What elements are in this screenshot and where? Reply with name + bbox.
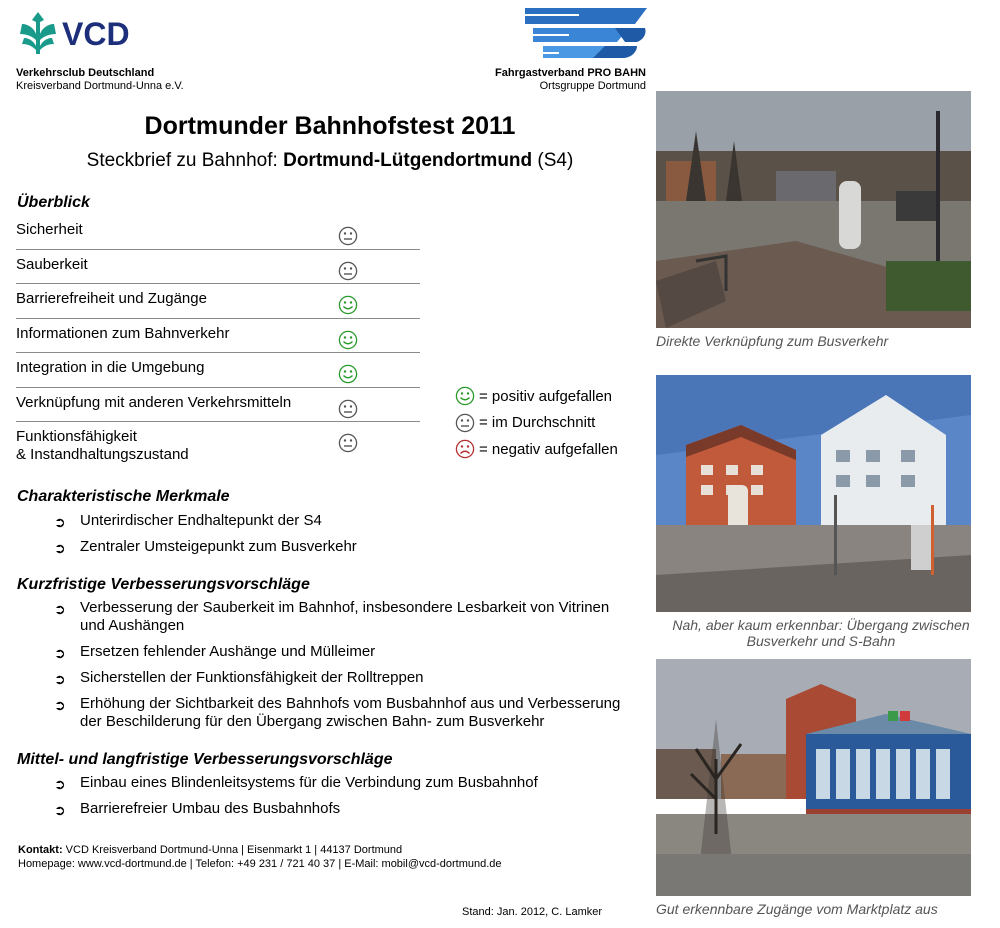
characteristics-list	[54, 512, 634, 564]
overview-heading: Überblick	[17, 194, 90, 211]
vcd-org-name: Verkehrsclub Deutschland	[16, 67, 155, 79]
contact-details: Homepage: www.vcd-dortmund.de | Telefon: +49 231 / 721 40 37 | E-Mail: mobil@vcd-dortmund.de	[18, 858, 502, 870]
overview-label: Integration in die Umgebung	[16, 359, 205, 376]
subtitle-prefix: Steckbrief zu Bahnhof:	[86, 150, 284, 171]
rating-legend	[455, 383, 618, 463]
list-item-text: Unterirdischer Endhaltepunkt der S4	[80, 512, 322, 529]
neutral-face-icon	[338, 226, 358, 246]
legend-positive-label: = positiv aufgefallen	[479, 387, 613, 405]
probahn-org-sub: Ortsgruppe Dortmund	[539, 80, 646, 92]
legend-neutral-label: = im Durchschnitt	[479, 414, 596, 432]
arrow-bullet-icon: ➲	[54, 540, 66, 556]
legend-positive	[455, 383, 618, 410]
overview-table	[16, 215, 420, 466]
probahn-org-name: Fahrgastverband PRO BAHN	[495, 67, 646, 79]
overview-label: Funktionsfähigkeit & Instandhaltungszustand	[16, 428, 189, 463]
list-item-text: Erhöhung der Sichtbarkeit des Bahnhofs vom Busbahnhof aus und Verbesserung der Beschilderung für den Übergang zwischen Bahn- zum Busverkehr	[80, 695, 621, 730]
short-term-heading: Kurzfristige Verbesserungsvorschläge	[17, 576, 310, 593]
arrow-bullet-icon: ➲	[54, 697, 66, 713]
vcd-org-sub: Kreisverband Dortmund-Unna e.V.	[16, 80, 184, 92]
contact-block	[18, 843, 502, 871]
photo-marketplace-access	[656, 659, 971, 896]
list-item	[54, 538, 634, 556]
legend-neutral	[455, 410, 618, 437]
photo-caption: Nah, aber kaum erkennbar: Übergang zwischen Busverkehr und S-Bahn	[672, 617, 970, 649]
arrow-bullet-icon: ➲	[54, 645, 66, 661]
list-item-text: Verbesserung der Sauberkeit im Bahnhof, insbesondere Lesbarkeit von Vitrinen und Aushängen	[80, 599, 610, 634]
photo-bus-transfer	[656, 375, 971, 612]
sad-face-icon	[455, 439, 475, 459]
long-term-list	[54, 774, 634, 826]
probahn-logo	[519, 6, 649, 60]
list-item-text: Einbau eines Blindenleitsystems für die Verbindung zum Busbahnhof	[80, 774, 538, 791]
vcd-logo	[18, 10, 158, 58]
list-item	[54, 695, 634, 731]
legend-negative	[455, 436, 618, 463]
contact-address: VCD Kreisverband Dortmund-Unna | Eisenmarkt 1 | 44137 Dortmund	[62, 844, 403, 856]
smiley-face-icon	[338, 364, 358, 384]
neutral-face-icon	[338, 399, 358, 419]
overview-row	[16, 250, 420, 285]
stand-date: Stand: Jan. 2012, C. Lamker	[462, 906, 603, 918]
overview-label: Sicherheit	[16, 221, 83, 238]
overview-row	[16, 388, 420, 423]
photo-caption: Gut erkennbare Zugänge vom Marktplatz aus	[656, 901, 938, 917]
neutral-face-icon	[338, 433, 358, 453]
list-item-text: Zentraler Umsteigepunkt zum Busverkehr	[80, 538, 357, 555]
smiley-face-icon	[338, 295, 358, 315]
short-term-list	[54, 599, 634, 739]
station-line: (S4)	[532, 150, 574, 171]
smiley-face-icon	[455, 386, 475, 406]
station-name: Dortmund-Lütgendortmund	[283, 150, 533, 171]
overview-label: Sauberkeit	[16, 255, 88, 273]
arrow-bullet-icon: ➲	[54, 514, 66, 530]
probahn-org-block	[440, 67, 646, 93]
overview-row	[16, 422, 420, 466]
overview-label: Informationen zum Bahnverkehr	[16, 324, 230, 342]
arrow-bullet-icon: ➲	[54, 671, 66, 687]
overview-label: Verknüpfung mit anderen Verkehrsmitteln	[16, 393, 292, 411]
overview-label: Barrierefreiheit und Zugänge	[16, 290, 207, 307]
svg-text:VCD: VCD	[62, 16, 130, 52]
overview-row	[16, 353, 420, 388]
contact-label: Kontakt:	[18, 844, 63, 856]
neutral-face-icon	[455, 413, 475, 433]
characteristics-heading: Charakteristische Merkmale	[17, 488, 230, 505]
overview-row	[16, 215, 420, 250]
arrow-bullet-icon: ➲	[54, 802, 66, 818]
long-term-heading: Mittel- und langfristige Verbesserungsvorschläge	[17, 751, 393, 768]
neutral-face-icon	[338, 261, 358, 281]
photo-caption: Direkte Verknüpfung zum Busverkehr	[656, 333, 889, 349]
overview-row	[16, 319, 420, 354]
list-item-text: Ersetzen fehlender Aushänge und Mülleimer	[80, 643, 376, 660]
list-item	[54, 669, 634, 687]
arrow-bullet-icon: ➲	[54, 776, 66, 792]
page-title: Dortmunder Bahnhofstest 2011	[144, 112, 516, 140]
vcd-org-block	[16, 67, 184, 93]
list-item-text: Sicherstellen der Funktionsfähigkeit der Rolltreppen	[80, 669, 424, 686]
list-item	[54, 800, 634, 818]
page-subtitle	[0, 150, 660, 172]
smiley-face-icon	[338, 330, 358, 350]
overview-row	[16, 284, 420, 319]
list-item	[54, 512, 634, 530]
legend-negative-label: = negativ aufgefallen	[479, 440, 618, 458]
list-item	[54, 774, 634, 792]
arrow-bullet-icon: ➲	[54, 601, 66, 617]
list-item	[54, 643, 634, 661]
list-item	[54, 599, 634, 635]
photo-bus-connection	[656, 91, 971, 328]
list-item-text: Barrierefreier Umbau des Busbahnhofs	[80, 800, 341, 817]
